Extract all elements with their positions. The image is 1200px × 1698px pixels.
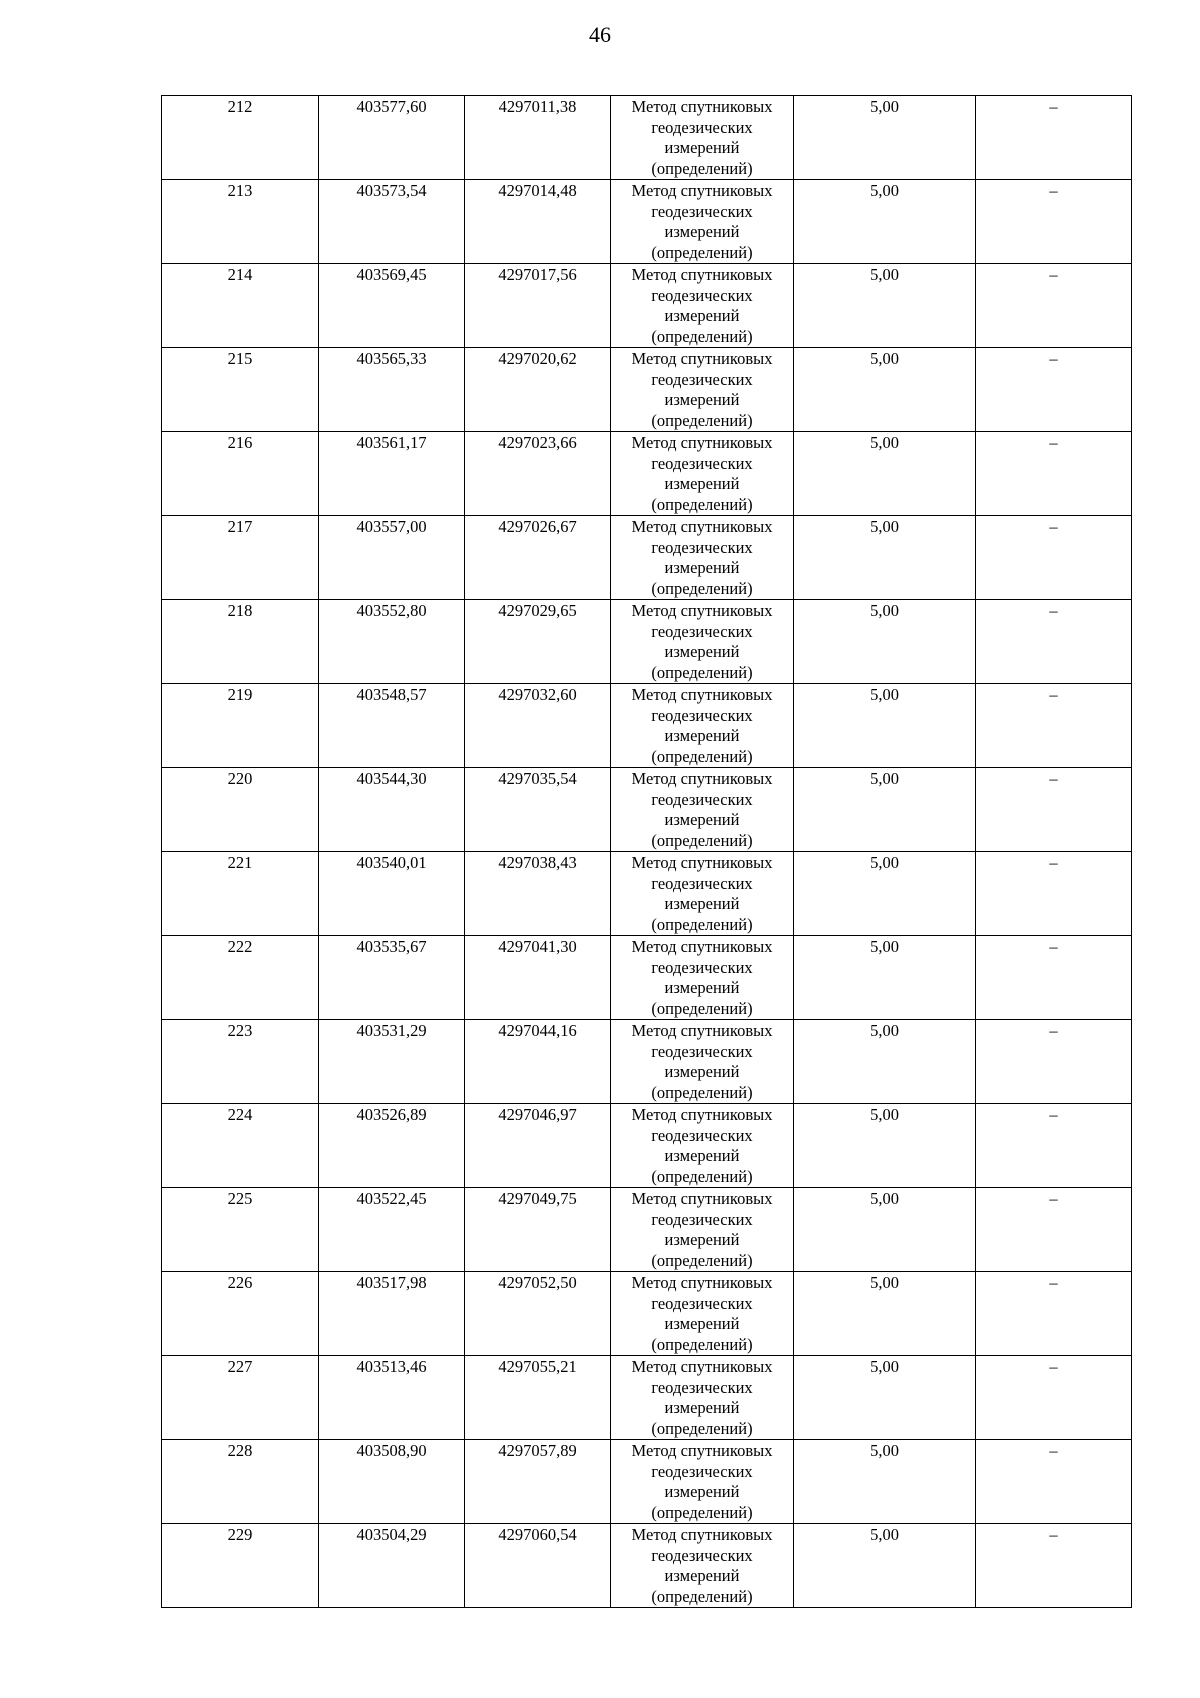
cell-accuracy: 5,00 xyxy=(794,768,976,852)
cell-method: Метод спутниковых геодезических измерений (определений) xyxy=(611,852,794,936)
table-row xyxy=(162,1020,1132,1104)
cell-y-coordinate: 4297038,43 xyxy=(465,852,611,936)
cell-method: Метод спутниковых геодезических измерений (определений) xyxy=(611,1440,794,1524)
cell-accuracy: 5,00 xyxy=(794,516,976,600)
cell-point-number: 213 xyxy=(162,180,319,264)
cell-y-coordinate: 4297055,21 xyxy=(465,1356,611,1440)
cell-description: – xyxy=(976,264,1132,348)
cell-description: – xyxy=(976,1188,1132,1272)
cell-description: – xyxy=(976,600,1132,684)
cell-y-coordinate: 4297032,60 xyxy=(465,684,611,768)
cell-accuracy: 5,00 xyxy=(794,600,976,684)
cell-method: Метод спутниковых геодезических измерений (определений) xyxy=(611,96,794,180)
cell-method: Метод спутниковых геодезических измерений (определений) xyxy=(611,432,794,516)
cell-x-coordinate: 403540,01 xyxy=(319,852,465,936)
cell-x-coordinate: 403548,57 xyxy=(319,684,465,768)
cell-accuracy: 5,00 xyxy=(794,1524,976,1608)
cell-accuracy: 5,00 xyxy=(794,1020,976,1104)
cell-point-number: 221 xyxy=(162,852,319,936)
cell-x-coordinate: 403535,67 xyxy=(319,936,465,1020)
cell-x-coordinate: 403557,00 xyxy=(319,516,465,600)
cell-point-number: 212 xyxy=(162,96,319,180)
cell-description: – xyxy=(976,768,1132,852)
cell-accuracy: 5,00 xyxy=(794,1440,976,1524)
cell-point-number: 225 xyxy=(162,1188,319,1272)
cell-accuracy: 5,00 xyxy=(794,684,976,768)
cell-x-coordinate: 403544,30 xyxy=(319,768,465,852)
cell-description: – xyxy=(976,1020,1132,1104)
cell-point-number: 227 xyxy=(162,1356,319,1440)
table-row xyxy=(162,936,1132,1020)
cell-y-coordinate: 4297041,30 xyxy=(465,936,611,1020)
cell-point-number: 226 xyxy=(162,1272,319,1356)
cell-y-coordinate: 4297011,38 xyxy=(465,96,611,180)
cell-x-coordinate: 403565,33 xyxy=(319,348,465,432)
cell-description: – xyxy=(976,1524,1132,1608)
cell-x-coordinate: 403522,45 xyxy=(319,1188,465,1272)
table-row xyxy=(162,1188,1132,1272)
table-row xyxy=(162,684,1132,768)
cell-y-coordinate: 4297014,48 xyxy=(465,180,611,264)
cell-x-coordinate: 403504,29 xyxy=(319,1524,465,1608)
table-row xyxy=(162,1272,1132,1356)
cell-accuracy: 5,00 xyxy=(794,264,976,348)
cell-y-coordinate: 4297029,65 xyxy=(465,600,611,684)
cell-method: Метод спутниковых геодезических измерений (определений) xyxy=(611,1524,794,1608)
cell-x-coordinate: 403573,54 xyxy=(319,180,465,264)
cell-method: Метод спутниковых геодезических измерений (определений) xyxy=(611,516,794,600)
cell-description: – xyxy=(976,348,1132,432)
cell-method: Метод спутниковых геодезических измерений (определений) xyxy=(611,1020,794,1104)
cell-description: – xyxy=(976,1104,1132,1188)
cell-y-coordinate: 4297017,56 xyxy=(465,264,611,348)
cell-y-coordinate: 4297023,66 xyxy=(465,432,611,516)
table-row xyxy=(162,600,1132,684)
cell-x-coordinate: 403526,89 xyxy=(319,1104,465,1188)
cell-accuracy: 5,00 xyxy=(794,96,976,180)
cell-accuracy: 5,00 xyxy=(794,1104,976,1188)
table-row xyxy=(162,768,1132,852)
cell-accuracy: 5,00 xyxy=(794,1272,976,1356)
cell-x-coordinate: 403569,45 xyxy=(319,264,465,348)
cell-description: – xyxy=(976,684,1132,768)
cell-x-coordinate: 403513,46 xyxy=(319,1356,465,1440)
cell-x-coordinate: 403577,60 xyxy=(319,96,465,180)
cell-accuracy: 5,00 xyxy=(794,1356,976,1440)
cell-y-coordinate: 4297046,97 xyxy=(465,1104,611,1188)
coordinates-table xyxy=(161,95,1132,1608)
cell-method: Метод спутниковых геодезических измерений (определений) xyxy=(611,348,794,432)
cell-description: – xyxy=(976,96,1132,180)
table-row xyxy=(162,348,1132,432)
table-row xyxy=(162,432,1132,516)
table-row xyxy=(162,180,1132,264)
cell-description: – xyxy=(976,432,1132,516)
cell-y-coordinate: 4297060,54 xyxy=(465,1524,611,1608)
cell-y-coordinate: 4297057,89 xyxy=(465,1440,611,1524)
cell-method: Метод спутниковых геодезических измерений (определений) xyxy=(611,1188,794,1272)
cell-y-coordinate: 4297020,62 xyxy=(465,348,611,432)
table-row xyxy=(162,516,1132,600)
cell-method: Метод спутниковых геодезических измерений (определений) xyxy=(611,1104,794,1188)
cell-accuracy: 5,00 xyxy=(794,180,976,264)
cell-description: – xyxy=(976,1272,1132,1356)
cell-method: Метод спутниковых геодезических измерений (определений) xyxy=(611,1272,794,1356)
cell-point-number: 219 xyxy=(162,684,319,768)
cell-point-number: 228 xyxy=(162,1440,319,1524)
cell-y-coordinate: 4297026,67 xyxy=(465,516,611,600)
cell-point-number: 222 xyxy=(162,936,319,1020)
cell-method: Метод спутниковых геодезических измерений (определений) xyxy=(611,264,794,348)
cell-point-number: 218 xyxy=(162,600,319,684)
cell-description: – xyxy=(976,1440,1132,1524)
table-row xyxy=(162,1356,1132,1440)
cell-y-coordinate: 4297049,75 xyxy=(465,1188,611,1272)
cell-method: Метод спутниковых геодезических измерений (определений) xyxy=(611,684,794,768)
table-row xyxy=(162,852,1132,936)
cell-point-number: 223 xyxy=(162,1020,319,1104)
cell-accuracy: 5,00 xyxy=(794,852,976,936)
cell-method: Метод спутниковых геодезических измерений (определений) xyxy=(611,180,794,264)
cell-y-coordinate: 4297044,16 xyxy=(465,1020,611,1104)
cell-x-coordinate: 403517,98 xyxy=(319,1272,465,1356)
page-number: 46 xyxy=(589,22,611,47)
cell-y-coordinate: 4297052,50 xyxy=(465,1272,611,1356)
cell-accuracy: 5,00 xyxy=(794,432,976,516)
cell-description: – xyxy=(976,180,1132,264)
cell-point-number: 217 xyxy=(162,516,319,600)
cell-point-number: 224 xyxy=(162,1104,319,1188)
cell-x-coordinate: 403531,29 xyxy=(319,1020,465,1104)
cell-method: Метод спутниковых геодезических измерений (определений) xyxy=(611,600,794,684)
coordinates-table-body xyxy=(162,96,1132,1608)
cell-x-coordinate: 403561,17 xyxy=(319,432,465,516)
cell-point-number: 215 xyxy=(162,348,319,432)
cell-accuracy: 5,00 xyxy=(794,936,976,1020)
cell-accuracy: 5,00 xyxy=(794,348,976,432)
cell-description: – xyxy=(976,1356,1132,1440)
cell-method: Метод спутниковых геодезических измерений (определений) xyxy=(611,936,794,1020)
cell-point-number: 229 xyxy=(162,1524,319,1608)
cell-point-number: 220 xyxy=(162,768,319,852)
cell-point-number: 214 xyxy=(162,264,319,348)
cell-description: – xyxy=(976,516,1132,600)
cell-description: – xyxy=(976,936,1132,1020)
cell-x-coordinate: 403552,80 xyxy=(319,600,465,684)
cell-x-coordinate: 403508,90 xyxy=(319,1440,465,1524)
table-row xyxy=(162,1524,1132,1608)
table-row xyxy=(162,1440,1132,1524)
cell-point-number: 216 xyxy=(162,432,319,516)
cell-y-coordinate: 4297035,54 xyxy=(465,768,611,852)
cell-method: Метод спутниковых геодезических измерений (определений) xyxy=(611,768,794,852)
table-row xyxy=(162,96,1132,180)
cell-method: Метод спутниковых геодезических измерений (определений) xyxy=(611,1356,794,1440)
cell-description: – xyxy=(976,852,1132,936)
table-row xyxy=(162,264,1132,348)
cell-accuracy: 5,00 xyxy=(794,1188,976,1272)
table-row xyxy=(162,1104,1132,1188)
